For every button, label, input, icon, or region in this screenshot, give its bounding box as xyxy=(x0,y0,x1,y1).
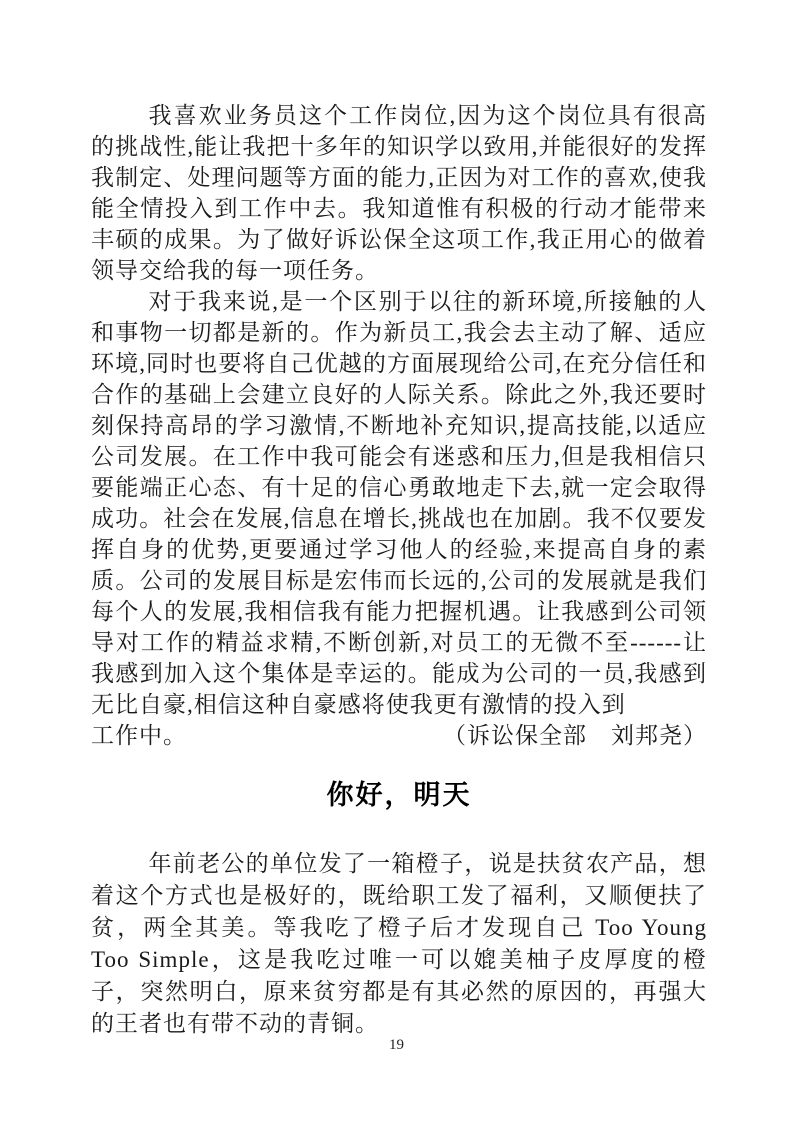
page-content xyxy=(91,100,707,1040)
page-footer xyxy=(0,1036,793,1054)
article-work-reflection xyxy=(91,100,707,751)
article1-paragraph-1: 我喜欢业务员这个工作岗位,因为这个岗位具有很高的挑战性,能让我把十多年的知识学以致用,并能很好的发挥我制定、处理问题等方面的能力,正因为对工作的喜欢,使我能全情投入到工作中去。我知道惟有积极的行动才能带来丰硕的成果。为了做好诉讼保全这项工作,我正用心的做着领导交给我的每一项任务。 xyxy=(91,103,707,283)
article-hello-tomorrow xyxy=(91,773,707,1040)
article1-paragraph-2: 对于我来说,是一个区别于以往的新环境,所接触的人和事物一切都是新的。作为新员工,我会去主动了解、适应环境,同时也要将自己优越的方面展现给公司,在充分信任和合作的基础上会建立良好的人际关系。除此之外,我还要时刻保持高昂的学习激情,不断地补充知识,提高技能,以适应公司发展。在工作中我可能会有迷惑和压力,但是我相信只要能端正心态、有十足的信心勇敢地走下去,就一定会取得成功。社会在发展,信息在增长,挑战也在加剧。我不仅要发挥自身的优势,更要通过学习他人的经验,来提高自身的素质。公司的发展目标是宏伟而长远的,公司的发展就是我们每个人的发展,我相信我有能力把握机遇。让我感到公司领导对工作的精益求精,不断创新,对员工的无微不至------让我感到加入这个集体是幸运的。能成为公司的一员,我感到无比自豪,相信这种自豪感将使我更有激情的投入到 xyxy=(91,289,707,717)
article1-closing-line xyxy=(91,720,707,751)
article1-closing-text: 工作中。 xyxy=(91,723,187,748)
article2-paragraph-1: 年前老公的单位发了一箱橙子，说是扶贫农产品，想着这个方式也是极好的，既给职工发了福利，又顺便扶了贫，两全其美。等我吃了橙子后才发现自己 Too Young Too Simple，这是我吃过唯一可以媲美柚子皮厚度的橙子，突然明白，原来贫穷都是有其必然的原因的，再强大的王者也有带不动的青铜。 xyxy=(91,851,707,1036)
article2-title: 你好，明天 xyxy=(326,780,472,810)
article1-signature: （诉讼保全部 刘邦尧） xyxy=(443,723,707,748)
page-number: 19 xyxy=(389,1037,404,1053)
